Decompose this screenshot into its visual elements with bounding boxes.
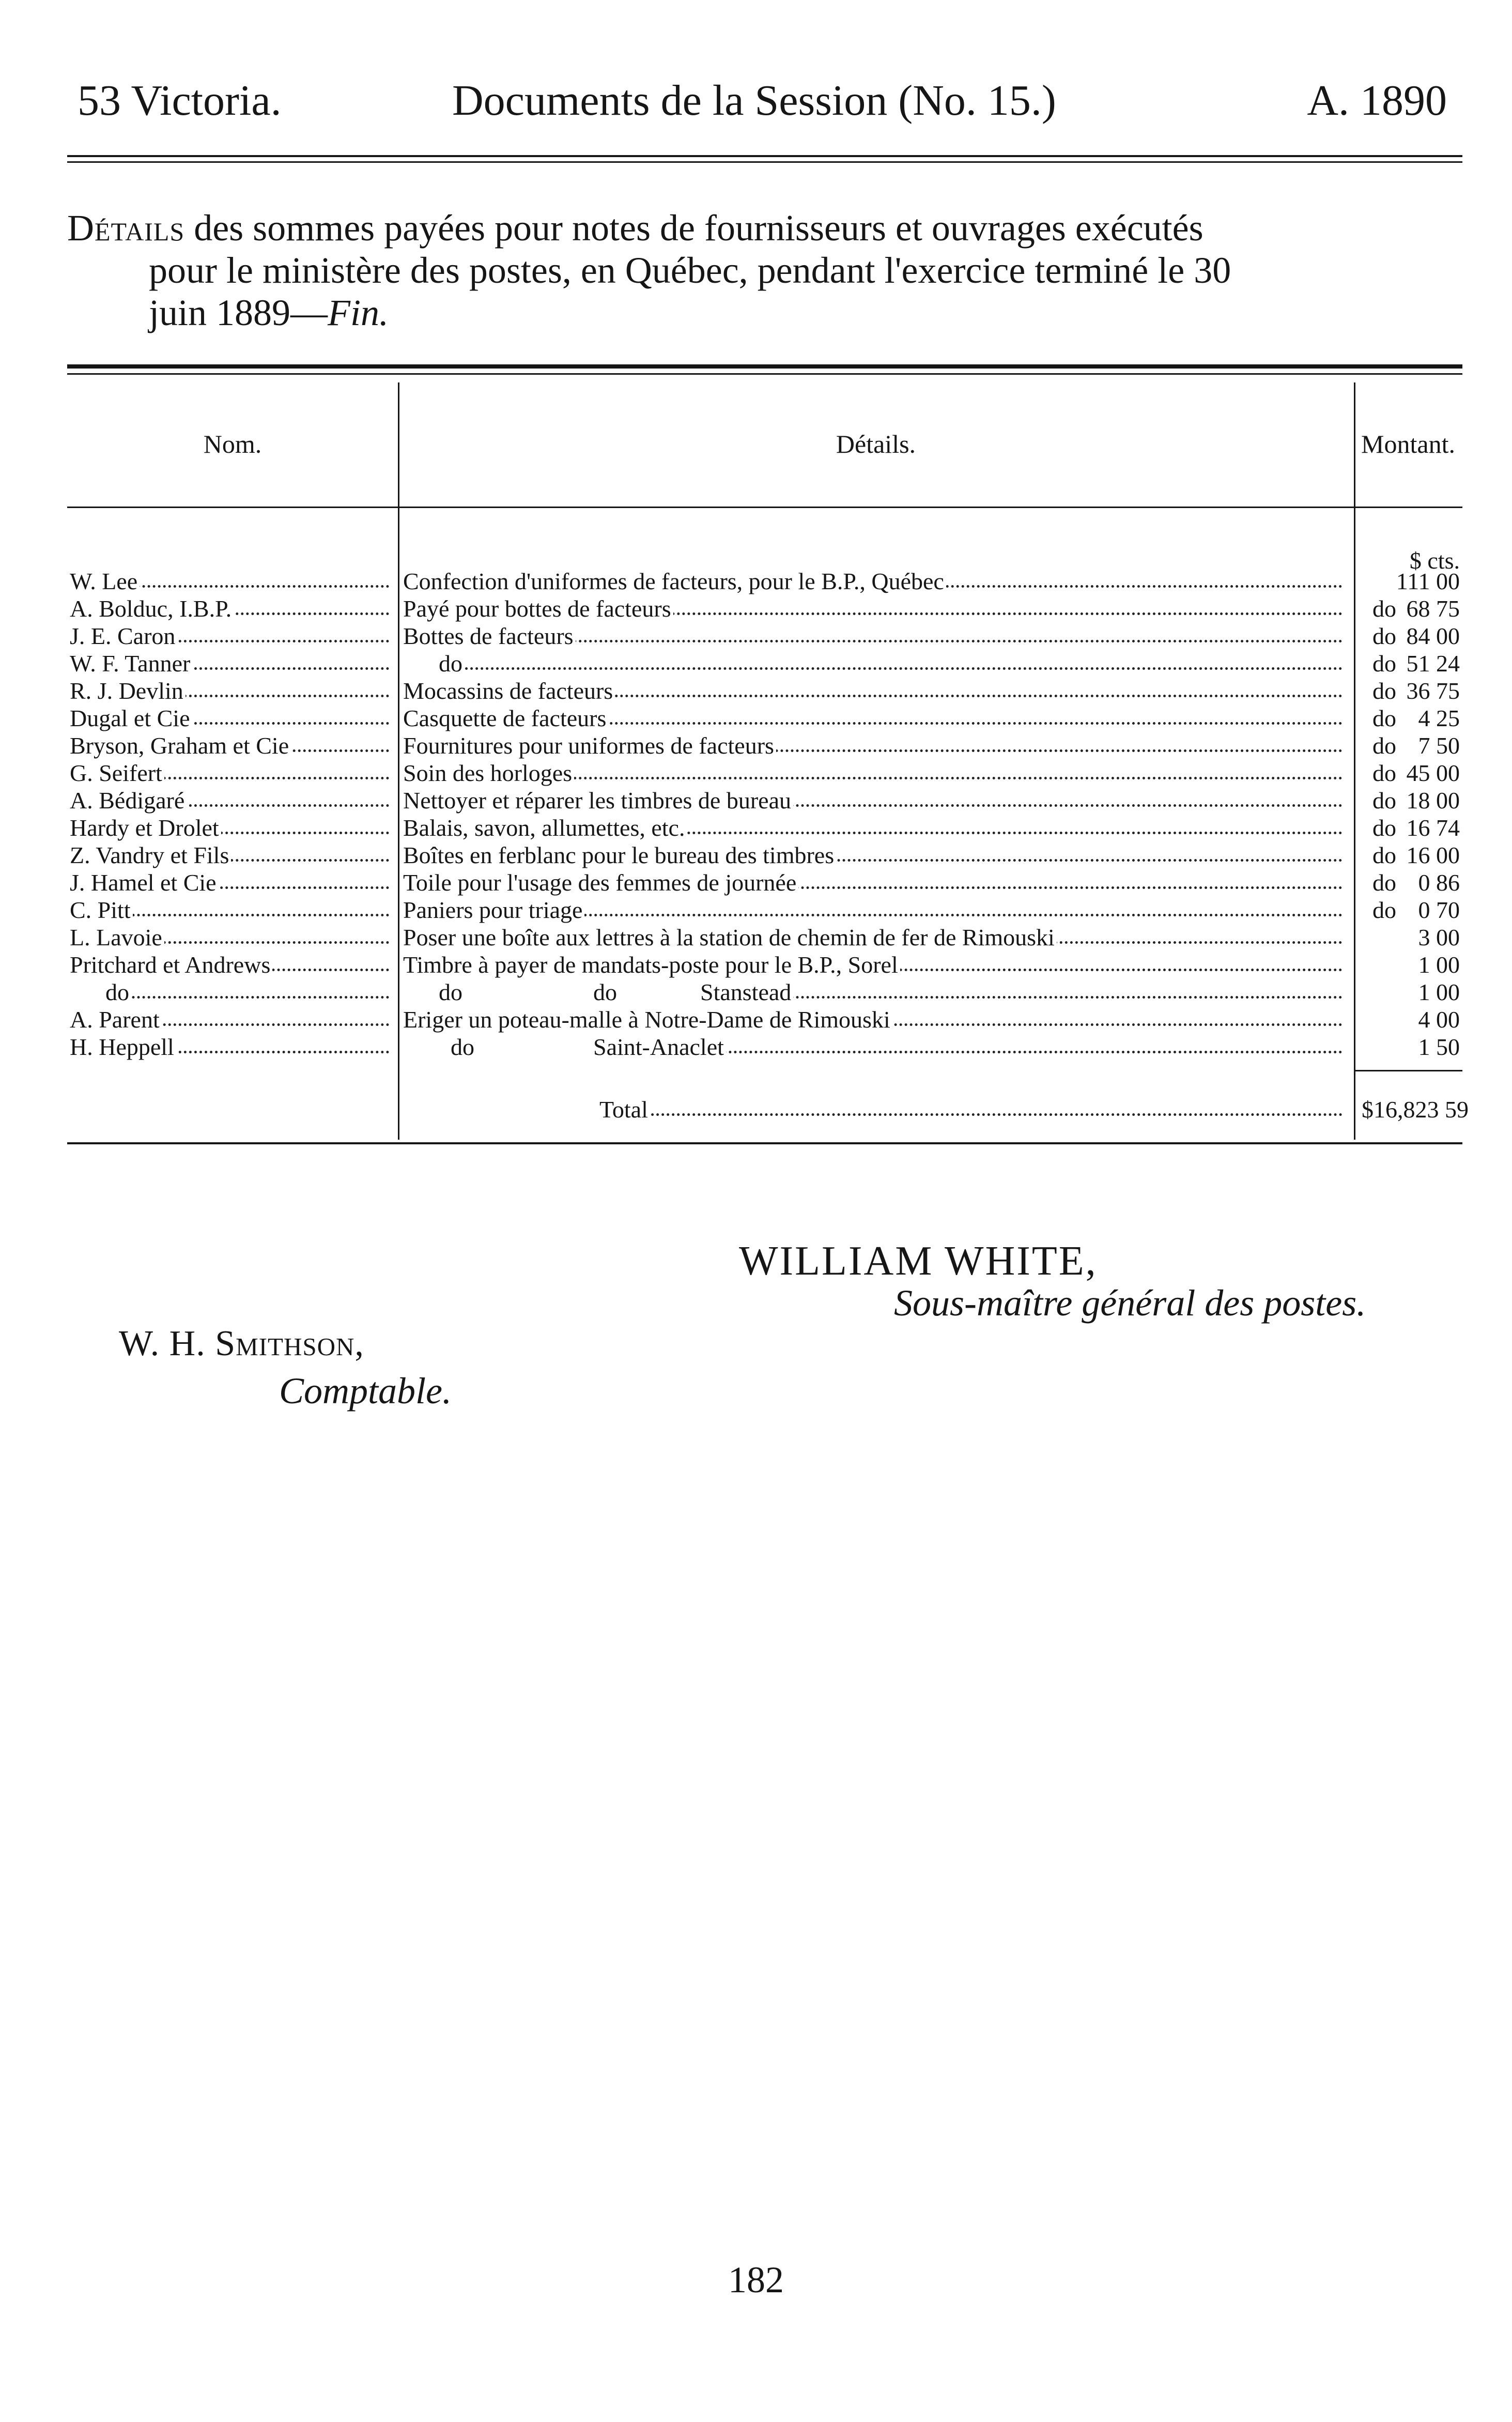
row-nom: A. Bédigaré (70, 787, 187, 814)
table-row (67, 869, 1462, 896)
row-ditto: do (1369, 595, 1399, 622)
row-details: Paniers pour triage (403, 897, 584, 923)
row-montant: 1 50 (1418, 1034, 1460, 1060)
row-ditto: do (1369, 869, 1399, 896)
row-montant: 45 00 (1406, 760, 1460, 786)
row-nom: Hardy et Drolet (70, 815, 221, 841)
header-montant: Montant. (1361, 430, 1455, 458)
row-details: Fournitures pour uniformes de facteurs (403, 732, 776, 759)
table-row (67, 759, 1462, 787)
row-ditto: do (1369, 759, 1399, 787)
row-nom: J. E. Caron (70, 623, 177, 649)
table-top-rule-thin (67, 373, 1462, 375)
total-row (67, 1096, 1469, 1123)
row-details: Toile pour l'usage des femmes de journée (403, 869, 798, 896)
table-row (67, 841, 1462, 869)
row-details: Bottes de facteurs (403, 623, 576, 649)
details-leader-dots (403, 667, 1343, 670)
row-details: do do Stanstead (403, 979, 793, 1005)
table-row (67, 650, 1462, 677)
accountant-name: W. H. Smithson, (119, 1324, 364, 1363)
row-nom: G. Seifert (70, 760, 164, 786)
page-number: 182 (728, 2259, 784, 2301)
row-ditto: do (1369, 704, 1399, 732)
row-montant: 0 86 (1418, 869, 1460, 896)
row-details: Payé pour bottes de facteurs (403, 595, 673, 622)
row-ditto: do (1369, 677, 1399, 704)
title-line-3-italic: Fin. (328, 292, 389, 333)
header-right: A. 1890 (1307, 76, 1447, 125)
table-row (67, 1006, 1462, 1033)
row-ditto: do (1369, 732, 1399, 759)
row-montant: 36 75 (1406, 678, 1460, 704)
table-row (67, 595, 1462, 622)
total-leader-dots (599, 1113, 1343, 1116)
running-head (78, 72, 1447, 129)
row-montant: 16 74 (1406, 815, 1460, 841)
row-details: Balais, savon, allumettes, etc. (403, 815, 687, 841)
row-details: Boîtes en ferblanc pour le bureau des timbres (403, 842, 836, 868)
row-nom: W. Lee (70, 568, 140, 594)
signatory-title: Sous-maître général des postes. (894, 1282, 1366, 1324)
row-montant: 1 00 (1418, 952, 1460, 978)
row-ditto: do (1369, 650, 1399, 677)
row-ditto: do (1369, 814, 1399, 841)
table-row (67, 622, 1462, 650)
row-montant: 3 00 (1418, 924, 1460, 951)
row-nom: L. Lavoie (70, 924, 164, 951)
row-nom: W. F. Tanner (70, 650, 192, 677)
table-row (67, 896, 1462, 924)
header-underline (67, 507, 1462, 508)
row-montant: 16 00 (1406, 842, 1460, 868)
row-details: Confection d'uniformes de facteurs, pour le B.P., Québec (403, 568, 946, 594)
row-nom: A. Parent (70, 1006, 162, 1033)
header-details: Détails. (836, 430, 916, 458)
row-nom: do (70, 979, 131, 1005)
title-lead: Détails (67, 207, 185, 249)
header-left: 53 Victoria. (78, 76, 282, 125)
header-nom: Nom. (203, 430, 262, 458)
row-details: Nettoyer et réparer les timbres de bureau (403, 787, 793, 814)
document-title (67, 207, 1462, 334)
row-ditto: do (1369, 896, 1399, 924)
title-line-1: des sommes payées pour notes de fournisseurs et ouvrages exécutés (184, 207, 1204, 249)
row-details: Poser une boîte aux lettres à la station de chemin de fer de Rimouski (403, 924, 1057, 951)
row-nom: Bryson, Graham et Cie (70, 732, 291, 759)
title-line-3: juin 1889— (149, 292, 328, 333)
table-row (67, 704, 1462, 732)
currency-label: $ cts. (1409, 547, 1460, 574)
table-row (67, 978, 1462, 1006)
row-montant: 18 00 (1406, 787, 1460, 814)
row-montant: 51 24 (1406, 650, 1460, 677)
row-nom: A. Bolduc, I.B.P. (70, 595, 234, 622)
row-montant: 7 50 (1418, 732, 1460, 759)
row-nom: H. Heppell (70, 1034, 176, 1060)
table-row (67, 951, 1462, 978)
row-details: Casquette de facteurs (403, 705, 608, 731)
table-row (67, 814, 1462, 841)
row-montant: 1 00 (1418, 979, 1460, 1005)
table-bottom-rule (67, 1142, 1462, 1144)
total-value: $16,823 59 (1362, 1096, 1469, 1123)
title-line-2: pour le ministère des postes, en Québec, pendant l'exercice terminé le 30 (149, 250, 1231, 291)
row-details: do Saint-Anaclet (403, 1034, 726, 1060)
row-montant: 68 75 (1406, 595, 1460, 622)
table-row (67, 1033, 1462, 1061)
row-ditto: do (1369, 787, 1399, 814)
row-details: Mocassins de facteurs (403, 678, 615, 704)
table-row (67, 924, 1462, 951)
header-center: Documents de la Session (No. 15.) (452, 76, 1056, 125)
table-top-rule-thick (67, 364, 1462, 369)
row-ditto: do (1369, 622, 1399, 650)
row-montant: 4 00 (1418, 1006, 1460, 1033)
row-nom: C. Pitt (70, 897, 133, 923)
row-details: Timbre à payer de mandats-poste pour le B.P., Sorel (403, 952, 900, 978)
row-nom: Pritchard et Andrews (70, 952, 272, 978)
row-details: Eriger un poteau-malle à Notre-Dame de Rimouski (403, 1006, 892, 1033)
table-row (67, 732, 1462, 759)
row-montant: 84 00 (1406, 623, 1460, 649)
header-rule-top (67, 155, 1462, 157)
signatory-name: WILLIAM WHITE, (739, 1238, 1098, 1284)
row-nom: Z. Vandry et Fils (70, 842, 231, 868)
accountant-title: Comptable. (279, 1370, 452, 1412)
header-rule-bottom (67, 161, 1462, 163)
row-details: do (403, 650, 465, 677)
amount-total-rule (1354, 1070, 1462, 1071)
row-montant: 0 70 (1418, 897, 1460, 923)
table-row (67, 677, 1462, 704)
row-nom: R. J. Devlin (70, 678, 186, 704)
row-montant: 111 00 (1396, 568, 1460, 594)
row-montant: 4 25 (1418, 705, 1460, 731)
table-row (67, 787, 1462, 814)
row-nom: Dugal et Cie (70, 705, 192, 731)
row-ditto: do (1369, 841, 1399, 869)
row-nom: J. Hamel et Cie (70, 869, 219, 896)
payments-table (67, 382, 1469, 1140)
table-row (67, 568, 1462, 595)
total-label: Total (599, 1096, 650, 1123)
row-details: Soin des horloges (403, 760, 574, 786)
